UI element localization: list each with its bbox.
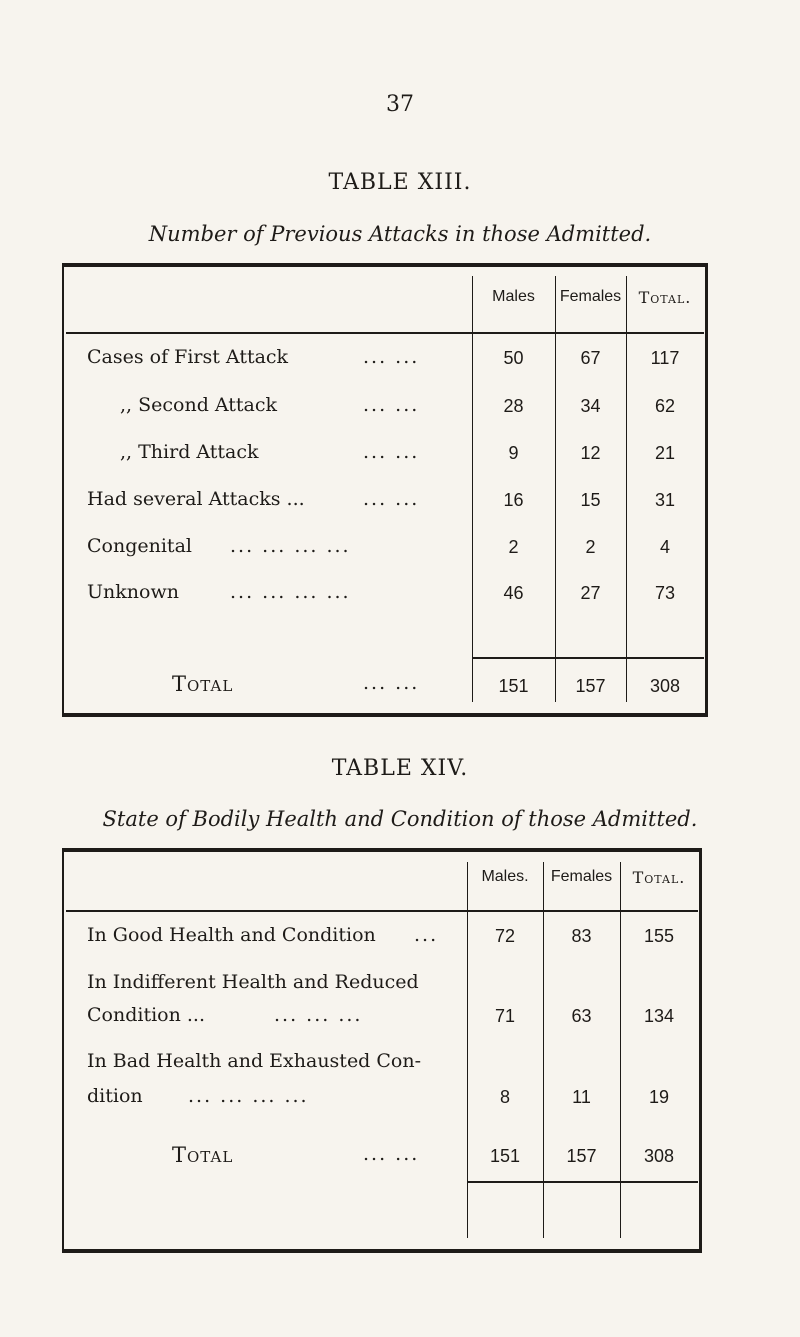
t14-total-cell: 151 (489, 1146, 521, 1166)
t13-total-rule (472, 657, 704, 659)
t13-row-dots: ... ... (363, 488, 420, 510)
t13-total-cell: 151 (498, 676, 529, 696)
t13-cell: 16 (503, 490, 524, 510)
t13-total-cell: 308 (649, 676, 681, 696)
t13-total-cell: 157 (575, 676, 606, 696)
table-13-title: TABLE XIII. (328, 170, 472, 195)
t14-total-cell: 308 (643, 1146, 675, 1166)
t13-row-dots: ... ... (363, 346, 420, 368)
t14-header-females: Females (550, 868, 613, 885)
t13-row-dots: ... ... (363, 441, 420, 463)
t13-col-divider-3 (626, 276, 627, 702)
t13-cell: 12 (580, 443, 601, 463)
t13-cell: 50 (503, 348, 524, 368)
t13-col-divider-2 (555, 276, 556, 702)
t13-cell: 4 (659, 537, 670, 557)
t14-header-total: Total. (632, 868, 686, 887)
t14-total-rule (467, 1181, 698, 1183)
table-14-subtitle: State of Bodily Health and Condition of those Admitted. (102, 807, 698, 831)
t13-cell: 2 (585, 537, 596, 557)
t14-total-cell: 157 (566, 1146, 597, 1166)
t14-cell: 134 (643, 1006, 675, 1026)
t14-row-label: In Indifferent Health and Reduced (87, 971, 419, 993)
t13-cell: 28 (503, 396, 524, 416)
page-number: 37 (386, 92, 414, 117)
t13-cell: 67 (580, 348, 601, 368)
t14-total-label: Total (172, 1143, 234, 1167)
t13-row-label: Cases of First Attack (87, 346, 289, 368)
t13-row-label: ,, Third Attack (120, 441, 259, 463)
t13-header-males: Males (492, 288, 535, 305)
t13-cell: 31 (654, 490, 676, 510)
t13-col-divider-1 (472, 276, 473, 702)
t13-row-label: Had several Attacks ... (87, 488, 305, 510)
t14-row-dots: ... (414, 924, 439, 946)
t14-header-males: Males. (481, 868, 529, 885)
t13-header-rule (66, 332, 704, 334)
t14-cell: 8 (499, 1087, 510, 1107)
t14-row-label: Condition ... (87, 1004, 205, 1026)
t13-cell: 117 (650, 348, 680, 368)
table-14-title: TABLE XIV. (331, 756, 469, 781)
t14-cell: 83 (571, 926, 592, 946)
t14-cell: 63 (571, 1006, 592, 1026)
t13-header-total: Total. (638, 288, 692, 307)
t13-row-label: Congenital (87, 535, 192, 557)
t13-cell: 46 (503, 583, 524, 603)
t14-row-dots: ... ... ... ... (188, 1085, 309, 1107)
t13-row-dots: ... ... ... ... (230, 581, 351, 603)
t13-total-dots: ... ... (363, 672, 420, 694)
t13-cell: 34 (580, 396, 601, 416)
t14-cell: 155 (643, 926, 675, 946)
t13-row-label: Unknown (87, 581, 179, 603)
t14-row-label: In Good Health and Condition (87, 924, 376, 946)
t14-row-dots: ... ... ... (274, 1004, 363, 1026)
t14-cell: 19 (648, 1087, 670, 1107)
t14-row-label: dition (87, 1085, 143, 1107)
t14-cell: 11 (572, 1087, 591, 1107)
t14-cell: 72 (494, 926, 516, 946)
t13-cell: 73 (654, 583, 676, 603)
t13-cell: 15 (580, 490, 601, 510)
t13-cell: 9 (508, 443, 519, 463)
table-13-subtitle: Number of Previous Attacks in those Admitted. (148, 222, 652, 246)
t13-row-dots: ... ... (363, 394, 420, 416)
t13-header-females: Females (559, 288, 622, 305)
t13-cell: 62 (654, 396, 676, 416)
t13-cell: 2 (508, 537, 519, 557)
t13-row-dots: ... ... ... ... (230, 535, 351, 557)
t14-header-rule (66, 910, 698, 912)
t13-row-label: ,, Second Attack (120, 394, 278, 416)
t14-cell: 71 (494, 1006, 516, 1026)
t14-total-dots: ... ... (363, 1143, 420, 1165)
t13-cell: 27 (580, 583, 601, 603)
t14-row-label: In Bad Health and Exhausted Con- (87, 1050, 422, 1072)
t13-cell: 21 (654, 443, 676, 463)
t13-total-label: Total (172, 672, 234, 696)
